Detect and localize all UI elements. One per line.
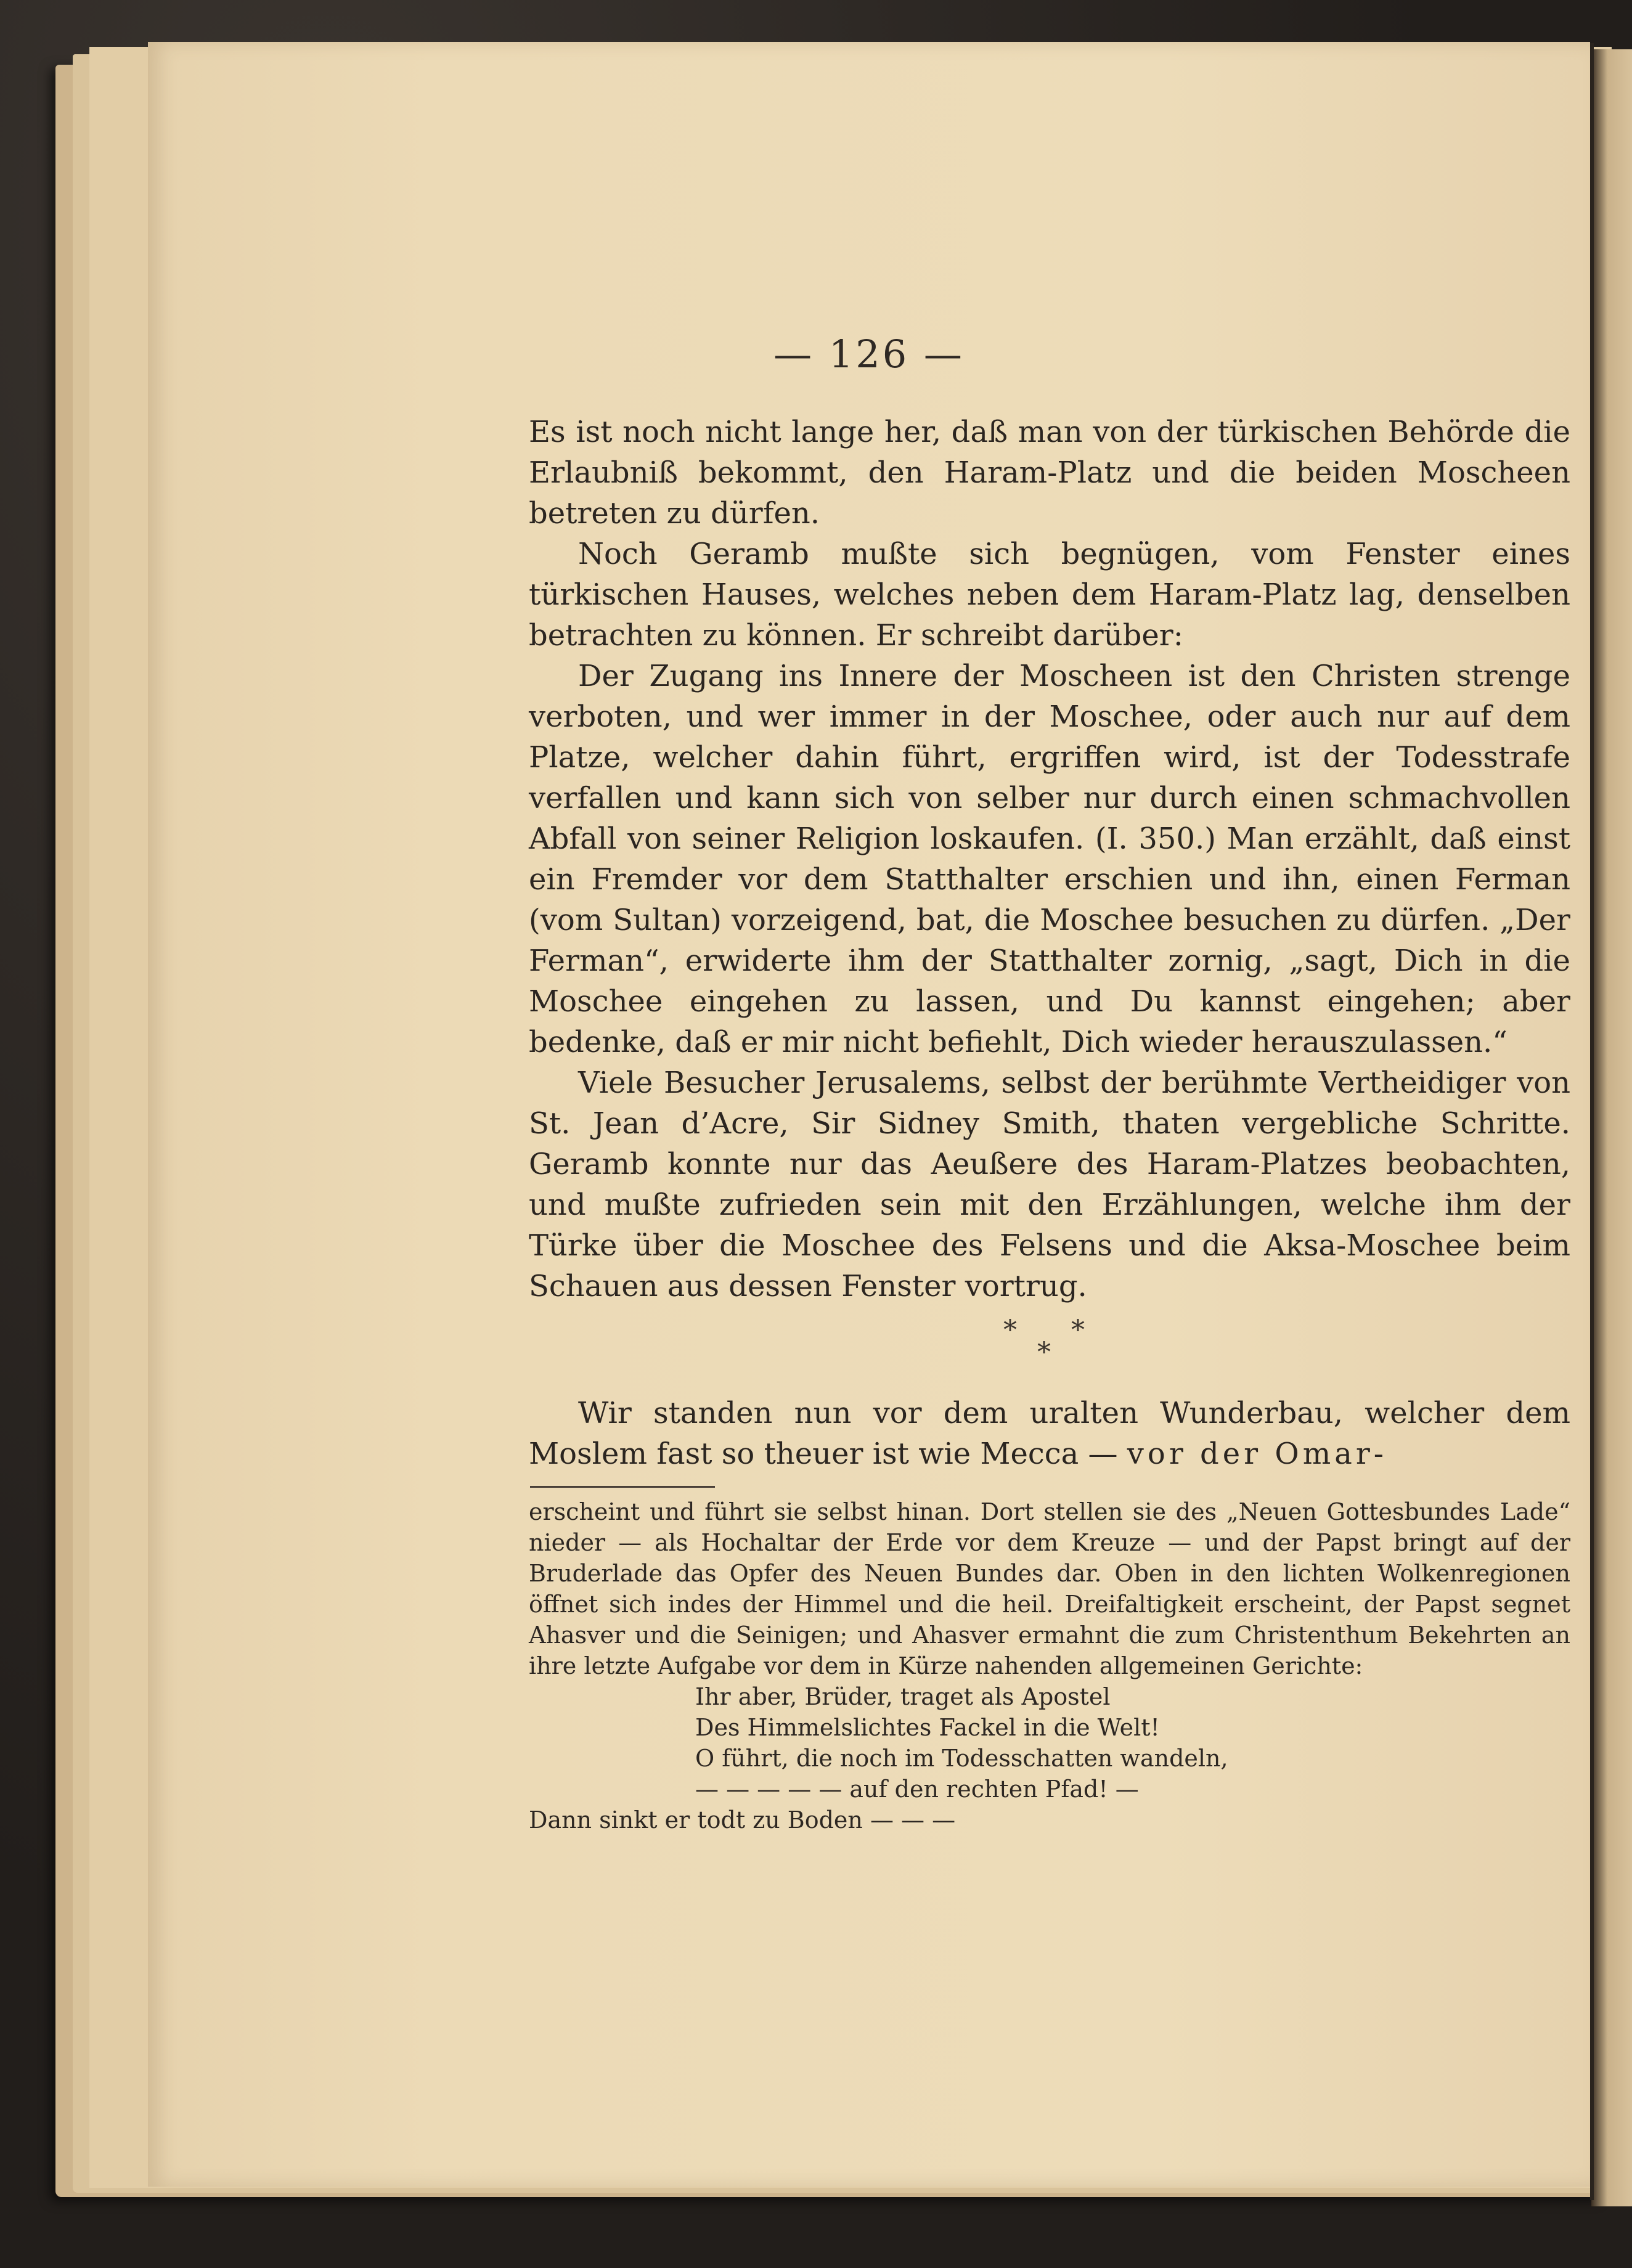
asterisk: * (1071, 1315, 1085, 1346)
verse-line: Des Himmelslichtes Fackel in die Welt! (695, 1714, 1160, 1741)
paragraph-after-break-text: Wir standen nun vor dem uralten Wunderbau, welcher dem Moslem fast so theuer ist wie Mecca — (529, 1396, 1570, 1471)
footnote-rule (530, 1486, 715, 1488)
footnote-closing: Dann sinkt er todt zu Boden — — — (529, 1806, 956, 1834)
asterisk: * (1037, 1337, 1051, 1368)
verse-line: Ihr aber, Brüder, traget als Apostel (695, 1683, 1111, 1710)
verse-line: — — — — — auf den rechten Pfad! — (695, 1776, 1139, 1803)
footnote (529, 1496, 1570, 1835)
paragraph-2: Noch Geramb mußte sich begnügen, vom Fenster eines türkischen Hauses, welches neben dem Haram-Platz lag, denselben betrachten zu können. Er schreibt darüber: (529, 537, 1570, 653)
page-number: — 126 — (773, 332, 965, 377)
book-page (148, 42, 1590, 2187)
paragraph-after-break (529, 1393, 1570, 1474)
asterisk: * (1003, 1315, 1017, 1346)
paragraph-1: Es ist noch nicht lange her, daß man von der türkischen Behörde die Erlaubniß bekommt, den Haram-Platz und die beiden Moscheen betreten zu dürfen. (529, 415, 1570, 531)
next-page-edge (1591, 49, 1632, 2206)
page-content (148, 42, 1590, 2187)
verse-line: O führt, die noch im Todesschatten wandeln, (695, 1745, 1228, 1772)
paragraph-4: Viele Besucher Jerusalems, selbst der berühmte Vertheidiger von St. Jean d’Acre, Sir Sidney Smith, thaten vergebliche Schritte. Geramb konnte nur das Aeußere des Haram-Platzes beobachten, und mußte zufrieden sein mit den Erzählungen, welche ihm der Türke über die Moschee des Felsens und die Aksa-Moschee beim Schauen aus dessen Fenster vortrug. (529, 1066, 1570, 1303)
spaced-emphasis: vor der Omar- (1127, 1437, 1387, 1471)
footnote-verse (695, 1681, 1570, 1805)
footnote-text: erscheint und führt sie selbst hinan. Dort stellen sie des „Neuen Gottesbundes Lade“ nieder — als Hochaltar der Erde vor dem Kreuze — und der Papst bringt auf der Bruderlade das Opfer des Neuen Bundes dar. Oben in den lichten Wolkenregionen öffnet sich indes der Himmel und die heil. Dreifaltigkeit erscheint, der Papst segnet Ahasver und die Seinigen; und Ahasver ermahnt die zum Christenthum Bekehrten an ihre letzte Aufgabe vor dem in Kürze nahenden allgemeinen Gerichte: (529, 1498, 1570, 1679)
book-spine (1590, 43, 1594, 2200)
section-break-asterisks (529, 1307, 1570, 1368)
paragraph-3: Der Zugang ins Innere der Moscheen ist den Christen strenge verboten, und wer immer in der Moschee, oder auch nur auf dem Platze, welcher dahin führt, ergriffen wird, ist der Todesstrafe verfallen und kann sich von selber nur durch einen schmachvollen Abfall von seiner Religion loskaufen. (I. 350.) Man erzählt, daß einst ein Fremder vor dem Statthalter erschien und ihn, einen Ferman (vom Sultan) vorzeigend, bat, die Moschee besuchen zu dürfen. „Der Ferman“, erwiderte ihm der Statthalter zornig, „sagt, Dich in die Moschee eingehen zu lassen, und Du kannst eingehen; aber bedenke, daß er mir nicht befiehlt, Dich wieder herauszulassen.“ (529, 659, 1570, 1059)
body-text (529, 412, 1570, 1474)
